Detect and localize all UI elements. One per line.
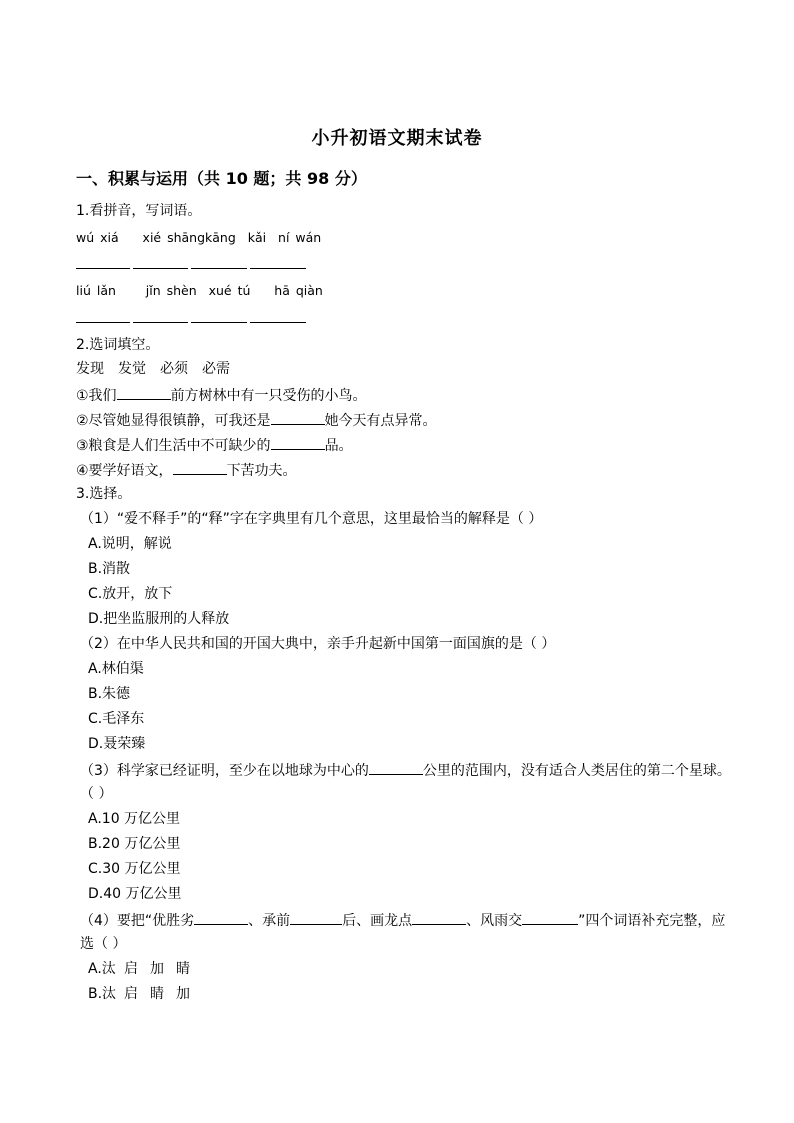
word-option: 必需 — [202, 361, 230, 377]
q3-sub1-option-b[interactable]: B.消散 — [88, 561, 131, 577]
q2-sentence-3: ③粮食是人们生活中不可缺少的 品。 — [76, 435, 353, 455]
q3-sub3-option-a[interactable]: A.10 万亿公里 — [88, 811, 181, 827]
q3-sub2-stem: （2）在中华人民共和国的开国大典中，亲手升起新中国第一面国旗的是（ ） — [80, 636, 556, 652]
word-option: 发觉 — [118, 361, 146, 377]
q3-sub3-option-b[interactable]: B.20 万亿公里 — [88, 836, 181, 852]
q3-sub1-option-d[interactable]: D.把坐监服刑的人释放 — [88, 611, 230, 627]
q2-sentence-2: ②尽管她显得很镇静，可我还是 她今天有点异常。 — [76, 410, 437, 430]
fill-blank[interactable] — [194, 910, 248, 925]
page-title: 小升初语文期末试卷 — [311, 128, 483, 149]
fill-blank[interactable] — [412, 910, 466, 925]
q1-pinyin-row-2: liú lǎn jǐn shèn xué tú hā qiàn — [76, 283, 323, 298]
q2-prompt: 2.选词填空。 — [76, 337, 160, 353]
fill-blank[interactable] — [369, 760, 423, 775]
q3-sub4-stem: （4）要把“优胜劣 、承前 后、画龙点 、风雨交 ”四个词语补充完整，应 — [80, 910, 725, 930]
q3-sub4-option-b[interactable]: B.汰 启 睛 加 — [88, 986, 190, 1002]
fill-blank[interactable] — [271, 435, 325, 450]
q3-sub3-option-c[interactable]: C.30 万亿公里 — [88, 861, 181, 877]
q2-sentence-4: ④要学好语文， 下苦功夫。 — [76, 460, 297, 480]
q3-sub2-option-a[interactable]: A.林伯渠 — [88, 661, 144, 677]
q3-sub2-option-d[interactable]: D.聂荣臻 — [88, 736, 146, 752]
q3-sub2-option-b[interactable]: B.朱德 — [88, 686, 131, 702]
word-option: 必须 — [160, 361, 188, 377]
q2-word-bank — [76, 360, 244, 378]
q1-prompt: 1.看拼音，写词语。 — [76, 203, 202, 219]
fill-blank[interactable] — [173, 460, 227, 475]
q2-sentence-1: ①我们 前方树林中有一只受伤的小鸟。 — [76, 385, 367, 405]
word-option: 发现 — [76, 361, 104, 377]
q3-sub3-stem-cont: （ ） — [80, 786, 113, 802]
q3-sub1-stem: （1）“爱不释手”的“释”字在字典里有几个意思，这里最恰当的解释是（ ） — [80, 511, 543, 527]
fill-blank[interactable] — [117, 385, 171, 400]
q3-sub3-option-d[interactable]: D.40 万亿公里 — [88, 886, 182, 902]
fill-blank[interactable] — [290, 910, 342, 925]
q3-sub3-stem: （3）科学家已经证明，至少在以地球为中心的 公里的范围内，没有适合人类居住的第二个星球。 — [80, 760, 731, 780]
q1-pinyin-row-1: wú xiá xié shāngkāng kǎi ní wán — [76, 230, 322, 245]
q3-prompt: 3.选择。 — [76, 486, 132, 502]
q3-sub1-option-c[interactable]: C.放开，放下 — [88, 586, 173, 602]
q3-sub2-option-c[interactable]: C.毛泽东 — [88, 711, 145, 727]
q3-sub4-option-a[interactable]: A.汰 启 加 睛 — [88, 961, 190, 977]
section-heading: 一、积累与运用（共 10 题；共 98 分） — [76, 169, 367, 188]
fill-blank[interactable] — [271, 410, 325, 425]
q3-sub4-stem-cont: 选（ ） — [80, 936, 127, 952]
q3-sub1-option-a[interactable]: A.说明，解说 — [88, 536, 172, 552]
fill-blank[interactable] — [522, 910, 578, 925]
